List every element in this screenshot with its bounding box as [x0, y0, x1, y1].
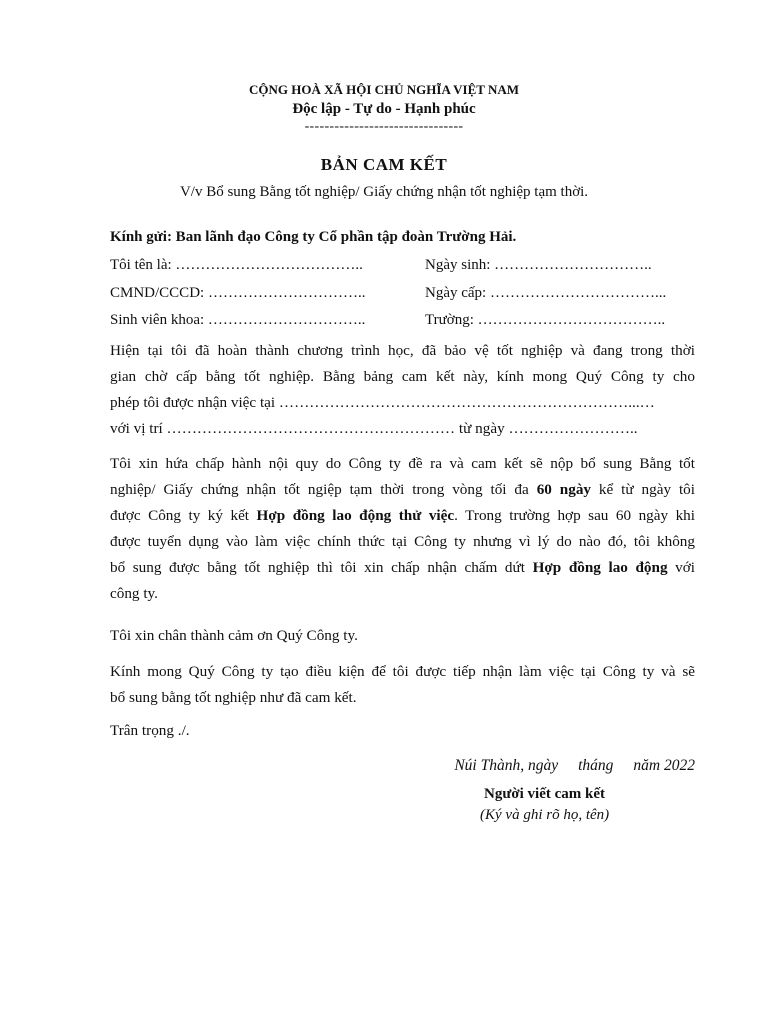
field-id-number: CMND/CCCD: …………………………..	[110, 285, 366, 301]
text-run: kể từ ngày tôi	[591, 481, 695, 498]
field-dob: Ngày sinh: …………………………..	[425, 257, 652, 273]
text-run: được Công ty ký kết	[110, 507, 257, 524]
paragraph-line	[110, 555, 695, 581]
paragraph-status	[110, 338, 695, 442]
field-issue-date: Ngày cấp: ……………………………...	[425, 285, 667, 301]
bold-text-probation-contract: Hợp đồng lao động thử việc	[256, 507, 455, 524]
paragraph-request	[110, 659, 695, 711]
paragraph-line: được tuyển dụng vào làm việc chính thức tại Công ty nhưng vì lý do nào đó, tôi không	[110, 533, 695, 550]
header-separator: --------------------------------	[304, 119, 464, 134]
month-text: tháng	[578, 757, 614, 774]
recipient-line: Kính gửi: Ban lãnh đạo Công ty Cổ phần tập đoàn Trường Hải.	[110, 229, 517, 245]
place-date-line	[454, 757, 695, 775]
signer-title: Người viết cam kết	[484, 786, 606, 802]
field-school: Trường: ………………………………..	[425, 312, 666, 328]
paragraph-line: phép tôi được nhận việc tại ……………………………………………………………...…	[110, 394, 655, 411]
document-subtitle: V/v Bổ sung Bằng tốt nghiệp/ Giấy chứng nhận tốt nghiệp tạm thời.	[179, 184, 589, 200]
signature-note: (Ký và ghi rõ họ, tên)	[480, 807, 610, 823]
field-name: Tôi tên là: ………………………………..	[110, 257, 363, 273]
paragraph-line	[110, 503, 695, 529]
paragraph-line: công ty.	[110, 585, 158, 602]
place-text: Núi Thành, ngày	[454, 757, 559, 774]
paragraph-line: với vị trí ………………………………………………… từ ngày ……………………..	[110, 420, 638, 437]
field-faculty: Sinh viên khoa: …………………………..	[110, 312, 366, 328]
paragraph-line	[110, 477, 695, 503]
paragraph-line: Tôi xin hứa chấp hành nội quy do Công ty đề ra và cam kết sẽ nộp bổ sung Bằng tốt	[110, 455, 695, 472]
text-run: bổ sung được bằng tốt nghiệp thì tôi xin chấp nhận chấm dứt	[110, 559, 533, 576]
national-title: CỘNG HOÀ XÃ HỘI CHỦ NGHĨA VIỆT NAM	[248, 82, 520, 97]
year-text: năm 2022	[633, 757, 695, 774]
paragraph-line: Tôi xin chân thành cảm ơn Quý Công ty.	[110, 627, 358, 644]
paragraph-line: bổ sung bằng tốt nghiệp như đã cam kết.	[110, 689, 357, 706]
national-motto: Độc lập - Tự do - Hạnh phúc	[292, 101, 476, 117]
bold-text-deadline: 60 ngày	[536, 481, 592, 498]
closing-line	[110, 718, 695, 744]
text-run: nghiệp/ Giấy chứng nhận tốt ngiệp tạm thời trong vòng tối đa	[110, 481, 537, 498]
document-title: BẢN CAM KẾT	[320, 155, 448, 174]
text-run: . Trong trường hợp sau 60 ngày khi	[454, 507, 695, 524]
paragraph-line: Kính mong Quý Công ty tạo điều kiện để tôi được tiếp nhận làm việc tại Công ty và sẽ	[110, 663, 695, 680]
paragraph-line: Hiện tại tôi đã hoàn thành chương trình học, đã bảo vệ tốt nghiệp và đang trong thời	[110, 342, 695, 359]
paragraph-commitment	[110, 451, 695, 607]
bold-text-labor-contract: Hợp đồng lao động	[532, 559, 668, 576]
paragraph-line: gian chờ cấp bằng tốt nghiệp. Bằng bảng cam kết này, kính mong Quý Công ty cho	[110, 368, 695, 385]
paragraph-thanks	[110, 623, 695, 649]
closing-text: Trân trọng ./.	[110, 722, 190, 739]
text-run: với	[667, 559, 695, 576]
